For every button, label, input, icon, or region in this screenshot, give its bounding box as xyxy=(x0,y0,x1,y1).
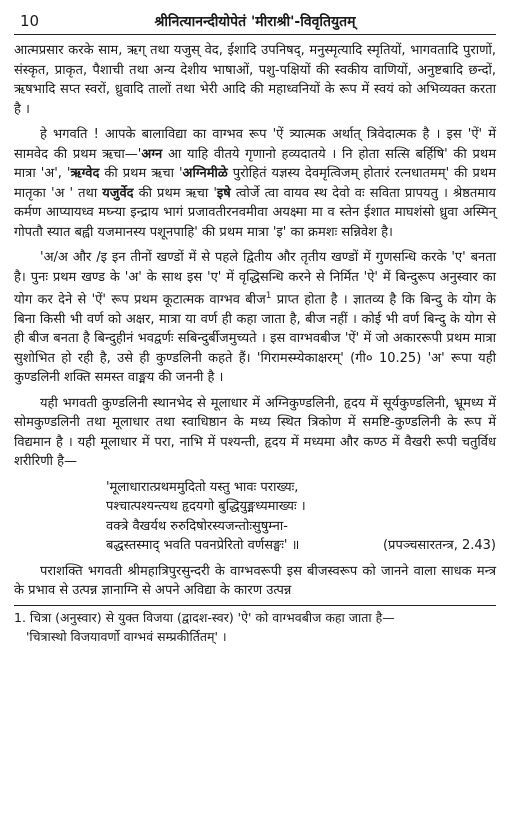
footnote-divider xyxy=(14,605,496,606)
verse-block xyxy=(106,478,496,556)
page-header xyxy=(14,12,496,35)
paragraph-5: पराशक्ति भगवती श्रीमहात्रिपुरसुन्दरी के वाग्भवरूपी इस बीजस्वरूप को जानने वाला साधक मन्त्र के प्रभाव से उत्पन्न ज्ञानाग्नि से अपने अविद्या के कारण उत्पन्न xyxy=(14,563,496,599)
p3-text-a: 'अ/अ और /इ इन तीनों खण्डों में से पहले द्वितीय और तृतीय खण्डों में गुणसन्धि करके 'ए' बनता है। पुनः प्रथम खण्ड के 'अ' के साथ इस 'ए' में वृद्धिसन्धि करने से निर्मित 'ऐ' में बिन्दुरूप अनुस्वार का योग कर देने से 'ऐं' रूप प्रथम कूटात्मक वाग्भव बीज xyxy=(14,250,496,308)
footnote-line-2: 'चित्रास्थो विजयावर्णो वाग्भवं सम्प्रकीर्तितम्' । xyxy=(26,628,227,644)
verse-line-3: वक्त्रे वैखर्यथ रुरुदिषोरस्यजन्तोःसुषुम्ना- xyxy=(106,518,288,534)
p2-text-c: आ याहि वीतये गृणानो हव्यदातये । नि होता सत्सि बर्हिषि' की प्रथम मात्रा 'अ', ' xyxy=(14,146,496,181)
paragraph-4: यही भगवती कुण्डलिनी स्थानभेद से मूलाधार में अग्निकुण्डलिनी, हृदय में सूर्यकुण्डलिनी, भ्रूमध्य में सोमकुण्डलिनी तथा मूलाधार तथा स्वाधिष्ठान के मध्य स्थित त्रिकोण में समष्टि-कुण्डलिनी के रूप में विद्यमान है । यही मूलाधार में परा, नाभि में पश्यन्ती, हृदय में मध्यमा और कण्ठ में वैखरी रूपी चतुर्विध शरीरिणी है— xyxy=(14,395,496,470)
verse-reference: (प्रपञ्चसारतन्त्र, 2.43) xyxy=(382,538,496,554)
running-title: श्रीनित्यानन्दीयोपेतं 'मीराश्री'-विवृतियुतम् xyxy=(154,14,356,30)
paragraph-1: आत्मप्रसार करके साम, ऋग् तथा यजुस् वेद, ईशादि उपनिषद्, मनुस्मृत्यादि स्मृतियों, भागवतादि पुराणों, संस्कृत, प्राकृत, पैशाची तथा अन्य देशीय भाषाओं, पशु-पक्षियों की स्वकीय वाणियों, अनुष्टबादि छन्दों, ऋषभादि सप्त स्वरों, ध्रुवादि तालों तथा भेरी आदि की महाध्वनियों के रूप में स्वयं को अभिव्यक्त करता है । xyxy=(14,43,496,117)
p2-bold-agnimile: अग्निमीळे xyxy=(182,166,228,181)
page-number: 10 xyxy=(20,12,40,30)
p2-text-g: पुरोहितं यज्ञस्य देवमृत्विजम् होतारं रत्नधातमम्' की प्रथम मातृका 'अ ' तथा xyxy=(14,166,496,201)
p2-bold-agna: अग्न xyxy=(141,146,163,162)
footnote xyxy=(14,608,496,646)
paragraph-3 xyxy=(14,248,496,388)
p2-bold-rigveda: ऋग्वेद xyxy=(70,166,100,181)
p2-text-a: हे भगवति ! आपके बालाविद्या का वाग्भव रूप 'ऐं त्र्यात्मक अर्थात् त्रिवेदात्मक है । इस 'ऐं' में सामवेद की प्रथम ऋचा—' xyxy=(14,127,496,162)
p2-text-i: की प्रथम ऋचा ' xyxy=(133,185,217,201)
footnote-line-1: 1. चित्रा (अनुस्वार) से युक्त विजया (द्वादश-स्वर) 'ऐ' को वाग्भवबीज कहा जाता है— xyxy=(14,609,395,625)
p3-text-b: प्राप्त होता है । ज्ञातव्य है कि बिन्दु के योग के बिना किसी भी वर्ण को अक्षर, मात्रा या वर्ण ही कहा जाता है, बीज नहीं । कोई भी वर्ण बिन्दु के योग से ही बीज बनता है बिन्दुहीनं भवद्वर्णः सबिन्दुर्बीजमुच्यते । इस वाग्भवबीज 'ऐं' में जो अकाररूपी प्रथम मात्रा सुशोभित हो रही है, उसे ही कुण्डलिनी कहते हैं। 'गिरामस्म्येकाक्षरम्' (गी० 10.25) 'अ' रूपा यही कुण्डलिनी शक्ति समस्त वाङ्मय की जननी है । xyxy=(14,292,496,386)
paragraph-2 xyxy=(14,125,496,242)
p2-bold-ishe: इषे xyxy=(216,185,231,201)
verse-line-4 xyxy=(106,536,496,556)
p2-bold-yajurveda: यजुर्वेद xyxy=(102,185,134,201)
p2-text-k: त्वोर्जे त्वा वायव स्थ देवो वः सविता प्रापयतु । श्रेष्ठतमाय कर्मण आप्यायध्व मघ्न्या इन्द्राय भागं प्रजावतीरनवमीवा अयक्ष्मा मा व स्तेन ईशात माघशंसो ध्रुवा अस्मिन् गोपतौ स्यात बह्वी यजमानस्य पशूनपाहि' की प्रथम मात्रा 'इ' का क्रमशः सन्निवेश है। xyxy=(14,185,496,240)
verse-line-2: पश्चात्पश्यन्त्यथ हृदयगो बुद्धियुङ्मध्यमाख्यः । xyxy=(106,499,306,515)
verse-line-1: 'मूलाधारात्प्रथममुदितो यस्तु भावः पराख्यः, xyxy=(106,479,299,495)
footnote-marker: 1 xyxy=(265,291,272,301)
verse-line-4-text: बद्धस्तस्माद् भवति पवनप्रेरितो वर्णसङ्घः' ॥ xyxy=(106,538,300,554)
p2-text-e: की प्रथम ऋचा ' xyxy=(99,166,183,181)
